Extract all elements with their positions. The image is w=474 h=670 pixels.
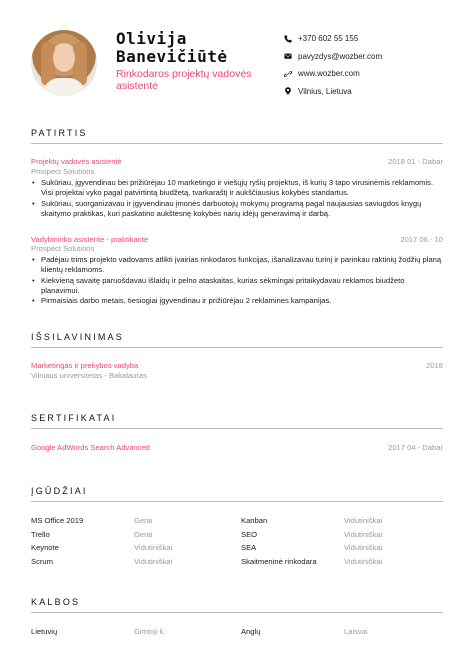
- experience-2-bullets: [31, 255, 443, 306]
- candidate-name: [116, 30, 227, 66]
- contact-website-text: www.wozber.com: [298, 69, 360, 79]
- list-item: • Pirmaisiais darbo metais, tiesiogiai įgyvendinau ir prižiūrėjau 2 reklamines kampanijas.: [31, 296, 443, 306]
- skill-row: [31, 530, 443, 544]
- language-level: Gimtoji k.: [134, 627, 166, 636]
- experience-2-date: 2017 06 - 10: [400, 235, 443, 244]
- skill-level: Vidutiniškai: [344, 556, 383, 566]
- skill-name: Trello: [31, 529, 50, 539]
- skill-name: MS Office 2019: [31, 516, 84, 525]
- skill-row: [31, 557, 443, 571]
- list-item: • Kiekvieną savaitę paruošdavau išlaidų ir pelno ataskaitas, kurias sėkmingai pritaikydavau reklamos biudžeto planavimui.: [31, 276, 443, 297]
- skill-name: Kanban: [241, 516, 268, 525]
- skill-name: SEO: [241, 529, 258, 539]
- name-first: Olivija: [116, 29, 187, 48]
- languages-grid: [31, 627, 443, 641]
- contact-website[interactable]: [284, 65, 382, 83]
- skill-row: [31, 543, 443, 557]
- skill-name: Scrum: [31, 556, 53, 566]
- section-divider: [31, 501, 443, 502]
- contact-email[interactable]: [284, 48, 382, 66]
- skill-name: Keynote: [31, 543, 59, 552]
- contact-list: [284, 30, 382, 100]
- education-1-date: 2018: [426, 361, 443, 370]
- language-level: Laisvai: [344, 627, 368, 636]
- certificate-1-title: Google AdWords Search Advanced: [31, 443, 150, 452]
- skills-grid: [31, 516, 443, 570]
- education-1-school: Vilniaus universitetas - Bakalauras: [31, 371, 147, 380]
- link-icon: [284, 70, 298, 78]
- list-item: • Padėjau trims projekto vadovams atlikti įvairias rinkodaros funkcijas, išanalizavau turinį ir parinkau raktinių žodžių planą klientų reklamoms.: [31, 255, 443, 276]
- contact-email-text: pavyzdys@wozber.com: [298, 51, 383, 61]
- contact-location-text: Vilnius, Lietuva: [298, 86, 352, 96]
- skill-level: Gerai: [134, 516, 153, 525]
- phone-icon: [284, 35, 298, 43]
- section-divider: [31, 428, 443, 429]
- contact-phone-text: +370 602 55 155: [298, 34, 359, 44]
- section-heading-certificates: SERTIFIKATAI: [31, 413, 117, 423]
- skill-row: [31, 516, 443, 530]
- list-item: • Sukūriau, suorganizavau ir įgyvendinau įmonės darbuotojų mokymų programą pagal naujausias saviugdos knygų skaitymo praktikas, kuri paskatino aukštesnę kokybės narių idėjų generavimą ir darbą.: [31, 199, 443, 220]
- profile-photo: [31, 30, 97, 96]
- experience-1-title: Projektų vadovės asistentė: [31, 157, 122, 166]
- section-divider: [31, 347, 443, 348]
- section-heading-experience: PATIRTIS: [31, 128, 88, 138]
- section-heading-education: IŠSILAVINIMAS: [31, 332, 124, 342]
- experience-2-company: Prospect Solutions: [31, 244, 95, 253]
- section-heading-languages: KALBOS: [31, 597, 81, 607]
- language-row: [31, 627, 443, 641]
- language-name: Anglų: [241, 627, 261, 636]
- language-name: Lietuvių: [31, 627, 58, 636]
- skill-name: SEA: [241, 543, 257, 552]
- experience-2-title: Vadybininko asistentė - praktikantė: [31, 235, 149, 244]
- experience-1-date: 2018 01 - Dabar: [388, 157, 443, 166]
- name-last: Banevičiūtė: [116, 47, 228, 66]
- skill-level: Vidutiniškai: [134, 556, 173, 566]
- list-item: • Sukūriau, įgyvendinau bei prižiūrėjau 10 marketingo ir viešųjų ryšių projektus, iš kurių 3 tapo virusinėmis reklamomis. Visi projektai vyko pagal patvirtintą biudžetą, tvarkaraštį ir aukščiausius kokybės standartus.: [31, 178, 443, 199]
- education-1-title: Marketingas ir prekybos vadyba: [31, 361, 139, 370]
- skill-level: Gerai: [134, 529, 153, 539]
- skill-level: Vidutiniškai: [344, 543, 383, 552]
- contact-location: [284, 83, 382, 101]
- section-divider: [31, 143, 443, 144]
- section-divider: [31, 612, 443, 613]
- location-icon: [284, 87, 298, 95]
- email-icon: [284, 52, 298, 60]
- skill-level: Vidutiniškai: [344, 516, 383, 525]
- skill-name: Skaitmeninė rinkodara: [241, 556, 317, 566]
- skill-level: Vidutiniškai: [344, 529, 383, 539]
- experience-1-company: Prospect Solutions: [31, 167, 95, 176]
- job-title: Rinkodaros projektų vadovės asistentė: [116, 68, 252, 92]
- section-heading-skills: ĮGŪDŽIAI: [31, 486, 88, 496]
- contact-phone: [284, 30, 382, 48]
- experience-1-bullets: [31, 178, 443, 219]
- skill-level: Vidutiniškai: [134, 543, 173, 552]
- certificate-1-date: 2017 04 - Dabar: [388, 443, 443, 452]
